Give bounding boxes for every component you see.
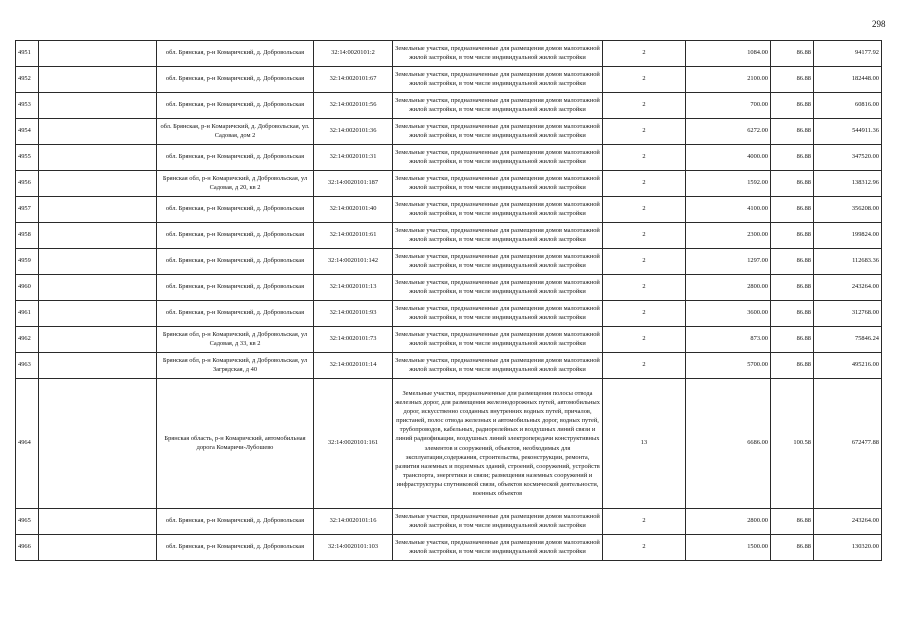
cadastral-number-cell: 32:14:0020101:31: [314, 145, 393, 171]
cadastral-value-cell: 138312.96: [814, 171, 882, 197]
cadastral-value-cell: 199824.00: [814, 223, 882, 249]
empty-cell: [39, 249, 157, 275]
cadastral-value-cell: 243264.00: [814, 275, 882, 301]
rate-cell: 100.58: [771, 379, 814, 509]
cadastral-number-cell: 32:14:0020101:36: [314, 119, 393, 145]
rate-cell: 86.88: [771, 301, 814, 327]
area-cell: 2800.00: [686, 509, 771, 535]
record-number: 4966: [16, 535, 39, 561]
cadastral-value-cell: 75846.24: [814, 327, 882, 353]
rate-cell: 86.88: [771, 119, 814, 145]
empty-cell: [39, 41, 157, 67]
category-cell: 2: [603, 327, 686, 353]
record-number: 4957: [16, 197, 39, 223]
address-cell: обл. Брянская, р-н Комаричский, д. Добровольская: [157, 509, 314, 535]
table-row: [16, 379, 882, 509]
empty-cell: [39, 275, 157, 301]
cadastral-number-cell: 32:14:0020101:13: [314, 275, 393, 301]
empty-cell: [39, 509, 157, 535]
cadastral-number-cell: 32:14:0020101:16: [314, 509, 393, 535]
empty-cell: [39, 119, 157, 145]
category-cell: 2: [603, 249, 686, 275]
category-cell: 2: [603, 197, 686, 223]
rate-cell: 86.88: [771, 223, 814, 249]
rate-cell: 86.88: [771, 353, 814, 379]
cadastral-value-cell: 356208.00: [814, 197, 882, 223]
table-row: [16, 119, 882, 145]
table-row: [16, 275, 882, 301]
land-use-description-cell: Земельные участки, предназначенные для размещения полосы отвода железных дорог, для размещения железнодорожных путей, автомобильных дорог, искусственно созданных внутренних водных путей, причалов, пристаней, полос отвода железных и автомобильных дорог, водных путей, трубопроводов, кабельных, радиорелейных и воздушных линий связи и линий радиофикации, воздушных линий электропередачи конструктивных элементов и сооружений, объектов, необходимых для эксплуатации,содержания, строительства, реконструкции, ремонта, развития наземных и подземных зданий, строений, сооружений, устройств транспорта, энергетики и связи; размещения наземных сооружений и инфраструктуры спутниковой связи, объектов космической деятельности, военных объектов: [393, 379, 603, 509]
record-number: 4960: [16, 275, 39, 301]
category-cell: 2: [603, 67, 686, 93]
empty-cell: [39, 301, 157, 327]
record-number: 4953: [16, 93, 39, 119]
record-number: 4955: [16, 145, 39, 171]
table-row: [16, 41, 882, 67]
record-number: 4961: [16, 301, 39, 327]
area-cell: 4100.00: [686, 197, 771, 223]
record-number: 4952: [16, 67, 39, 93]
cadastral-value-cell: 94177.92: [814, 41, 882, 67]
address-cell: обл. Брянская, р-н Комаричский, д. Добровольская: [157, 145, 314, 171]
cadastral-value-cell: 243264.00: [814, 509, 882, 535]
area-cell: 2800.00: [686, 275, 771, 301]
rate-cell: 86.88: [771, 67, 814, 93]
cadastral-number-cell: 32:14:0020101:93: [314, 301, 393, 327]
land-use-description-cell: Земельные участки, предназначенные для размещения домов малоэтажной жилой застройки, в том числе индивидуальной жилой застройки: [393, 249, 603, 275]
address-cell: обл. Брянская, р-н Комаричский, д. Добровольская: [157, 249, 314, 275]
cadastral-value-cell: 182448.00: [814, 67, 882, 93]
land-use-description-cell: Земельные участки, предназначенные для размещения домов малоэтажной жилой застройки, в том числе индивидуальной жилой застройки: [393, 535, 603, 561]
land-registry-table: [15, 40, 882, 561]
rate-cell: 86.88: [771, 275, 814, 301]
area-cell: 6686.00: [686, 379, 771, 509]
category-cell: 2: [603, 223, 686, 249]
record-number: 4962: [16, 327, 39, 353]
empty-cell: [39, 93, 157, 119]
area-cell: 3600.00: [686, 301, 771, 327]
empty-cell: [39, 197, 157, 223]
area-cell: 4000.00: [686, 145, 771, 171]
land-use-description-cell: Земельные участки, предназначенные для размещения домов малоэтажной жилой застройки, в том числе индивидуальной жилой застройки: [393, 223, 603, 249]
category-cell: 2: [603, 93, 686, 119]
area-cell: 1592.00: [686, 171, 771, 197]
rate-cell: 86.88: [771, 509, 814, 535]
cadastral-value-cell: 672477.88: [814, 379, 882, 509]
category-cell: 2: [603, 119, 686, 145]
area-cell: 873.00: [686, 327, 771, 353]
area-cell: 1084.00: [686, 41, 771, 67]
rate-cell: 86.88: [771, 249, 814, 275]
category-cell: 2: [603, 171, 686, 197]
address-cell: обл. Брянская, р-н Комаричский, д. Добровольская: [157, 301, 314, 327]
land-use-description-cell: Земельные участки, предназначенные для размещения домов малоэтажной жилой застройки, в том числе индивидуальной жилой застройки: [393, 119, 603, 145]
rate-cell: 86.88: [771, 197, 814, 223]
table-row: [16, 171, 882, 197]
record-number: 4965: [16, 509, 39, 535]
land-use-description-cell: Земельные участки, предназначенные для размещения домов малоэтажной жилой застройки, в том числе индивидуальной жилой застройки: [393, 171, 603, 197]
table-row: [16, 301, 882, 327]
table-row: [16, 67, 882, 93]
land-use-description-cell: Земельные участки, предназначенные для размещения домов малоэтажной жилой застройки, в том числе индивидуальной жилой застройки: [393, 327, 603, 353]
record-number: 4951: [16, 41, 39, 67]
table-row: [16, 535, 882, 561]
rate-cell: 86.88: [771, 535, 814, 561]
cadastral-number-cell: 32:14:0020101:2: [314, 41, 393, 67]
cadastral-number-cell: 32:14:0020101:73: [314, 327, 393, 353]
land-use-description-cell: Земельные участки, предназначенные для размещения домов малоэтажной жилой застройки, в том числе индивидуальной жилой застройки: [393, 301, 603, 327]
rate-cell: 86.88: [771, 327, 814, 353]
category-cell: 2: [603, 41, 686, 67]
cadastral-number-cell: 32:14:0020101:103: [314, 535, 393, 561]
table-row: [16, 249, 882, 275]
cadastral-number-cell: 32:14:0020101:61: [314, 223, 393, 249]
land-use-description-cell: Земельные участки, предназначенные для размещения домов малоэтажной жилой застройки, в том числе индивидуальной жилой застройки: [393, 93, 603, 119]
rate-cell: 86.88: [771, 171, 814, 197]
record-number: 4959: [16, 249, 39, 275]
address-cell: обл. Брянская, р-н Комаричский, д. Добровольская, ул. Садовая, дом 2: [157, 119, 314, 145]
category-cell: 2: [603, 535, 686, 561]
area-cell: 700.00: [686, 93, 771, 119]
rate-cell: 86.88: [771, 93, 814, 119]
empty-cell: [39, 171, 157, 197]
cadastral-value-cell: 312768.00: [814, 301, 882, 327]
table-row: [16, 327, 882, 353]
table-row: [16, 509, 882, 535]
address-cell: Брянская обл, р-н Комаричский, д Добровольская, ул Загрядская, д 40: [157, 353, 314, 379]
empty-cell: [39, 353, 157, 379]
address-cell: обл. Брянская, р-н Комаричский, д. Добровольская: [157, 223, 314, 249]
address-cell: обл. Брянская, р-н Комаричский, д. Добровольская: [157, 67, 314, 93]
address-cell: обл. Брянская, р-н Комаричский, д. Добровольская: [157, 41, 314, 67]
table-row: [16, 93, 882, 119]
area-cell: 1500.00: [686, 535, 771, 561]
cadastral-value-cell: 112683.36: [814, 249, 882, 275]
cadastral-number-cell: 32:14:0020101:187: [314, 171, 393, 197]
address-cell: Брянская обл, р-н Комаричский, д Добровольская, ул Садовая, д 33, кв 2: [157, 327, 314, 353]
cadastral-number-cell: 32:14:0020101:142: [314, 249, 393, 275]
record-number: 4956: [16, 171, 39, 197]
table-row: [16, 197, 882, 223]
table-row: [16, 223, 882, 249]
cadastral-value-cell: 544911.36: [814, 119, 882, 145]
cadastral-number-cell: 32:14:0020101:14: [314, 353, 393, 379]
category-cell: 2: [603, 301, 686, 327]
area-cell: 1297.00: [686, 249, 771, 275]
empty-cell: [39, 67, 157, 93]
table-row: [16, 145, 882, 171]
empty-cell: [39, 535, 157, 561]
address-cell: Брянская область, р-н Комаричский, автомобильная дорога Комаричи-Лубошево: [157, 379, 314, 509]
table-row: [16, 353, 882, 379]
empty-cell: [39, 223, 157, 249]
empty-cell: [39, 145, 157, 171]
record-number: 4958: [16, 223, 39, 249]
rate-cell: 86.88: [771, 41, 814, 67]
cadastral-number-cell: 32:14:0020101:161: [314, 379, 393, 509]
empty-cell: [39, 379, 157, 509]
cadastral-number-cell: 32:14:0020101:67: [314, 67, 393, 93]
empty-cell: [39, 327, 157, 353]
category-cell: 2: [603, 353, 686, 379]
land-use-description-cell: Земельные участки, предназначенные для размещения домов малоэтажной жилой застройки, в том числе индивидуальной жилой застройки: [393, 145, 603, 171]
area-cell: 2300.00: [686, 223, 771, 249]
rate-cell: 86.88: [771, 145, 814, 171]
address-cell: обл. Брянская, р-н Комаричский, д. Добровольская: [157, 275, 314, 301]
land-use-description-cell: Земельные участки, предназначенные для размещения домов малоэтажной жилой застройки, в том числе индивидуальной жилой застройки: [393, 197, 603, 223]
address-cell: обл. Брянская, р-н Комаричский, д. Добровольская: [157, 535, 314, 561]
record-number: 4964: [16, 379, 39, 509]
area-cell: 5700.00: [686, 353, 771, 379]
cadastral-value-cell: 60816.00: [814, 93, 882, 119]
cadastral-number-cell: 32:14:0020101:56: [314, 93, 393, 119]
land-use-description-cell: Земельные участки, предназначенные для размещения домов малоэтажной жилой застройки, в том числе индивидуальной жилой застройки: [393, 41, 603, 67]
category-cell: 2: [603, 145, 686, 171]
category-cell: 2: [603, 509, 686, 535]
category-cell: 13: [603, 379, 686, 509]
land-use-description-cell: Земельные участки, предназначенные для размещения домов малоэтажной жилой застройки, в том числе индивидуальной жилой застройки: [393, 353, 603, 379]
category-cell: 2: [603, 275, 686, 301]
address-cell: Брянская обл, р-н Комаричский, д Добровольская, ул Садовая, д 20, кв 2: [157, 171, 314, 197]
cadastral-value-cell: 347520.00: [814, 145, 882, 171]
record-number: 4963: [16, 353, 39, 379]
address-cell: обл. Брянская, р-н Комаричский, д. Добровольская: [157, 93, 314, 119]
cadastral-value-cell: 130320.00: [814, 535, 882, 561]
record-number: 4954: [16, 119, 39, 145]
address-cell: обл. Брянская, р-н Комаричский, д. Добровольская: [157, 197, 314, 223]
area-cell: 6272.00: [686, 119, 771, 145]
land-use-description-cell: Земельные участки, предназначенные для размещения домов малоэтажной жилой застройки, в том числе индивидуальной жилой застройки: [393, 67, 603, 93]
area-cell: 2100.00: [686, 67, 771, 93]
cadastral-value-cell: 495216.00: [814, 353, 882, 379]
cadastral-number-cell: 32:14:0020101:40: [314, 197, 393, 223]
land-use-description-cell: Земельные участки, предназначенные для размещения домов малоэтажной жилой застройки, в том числе индивидуальной жилой застройки: [393, 509, 603, 535]
land-use-description-cell: Земельные участки, предназначенные для размещения домов малоэтажной жилой застройки, в том числе индивидуальной жилой застройки: [393, 275, 603, 301]
page-number: 298: [872, 19, 886, 29]
